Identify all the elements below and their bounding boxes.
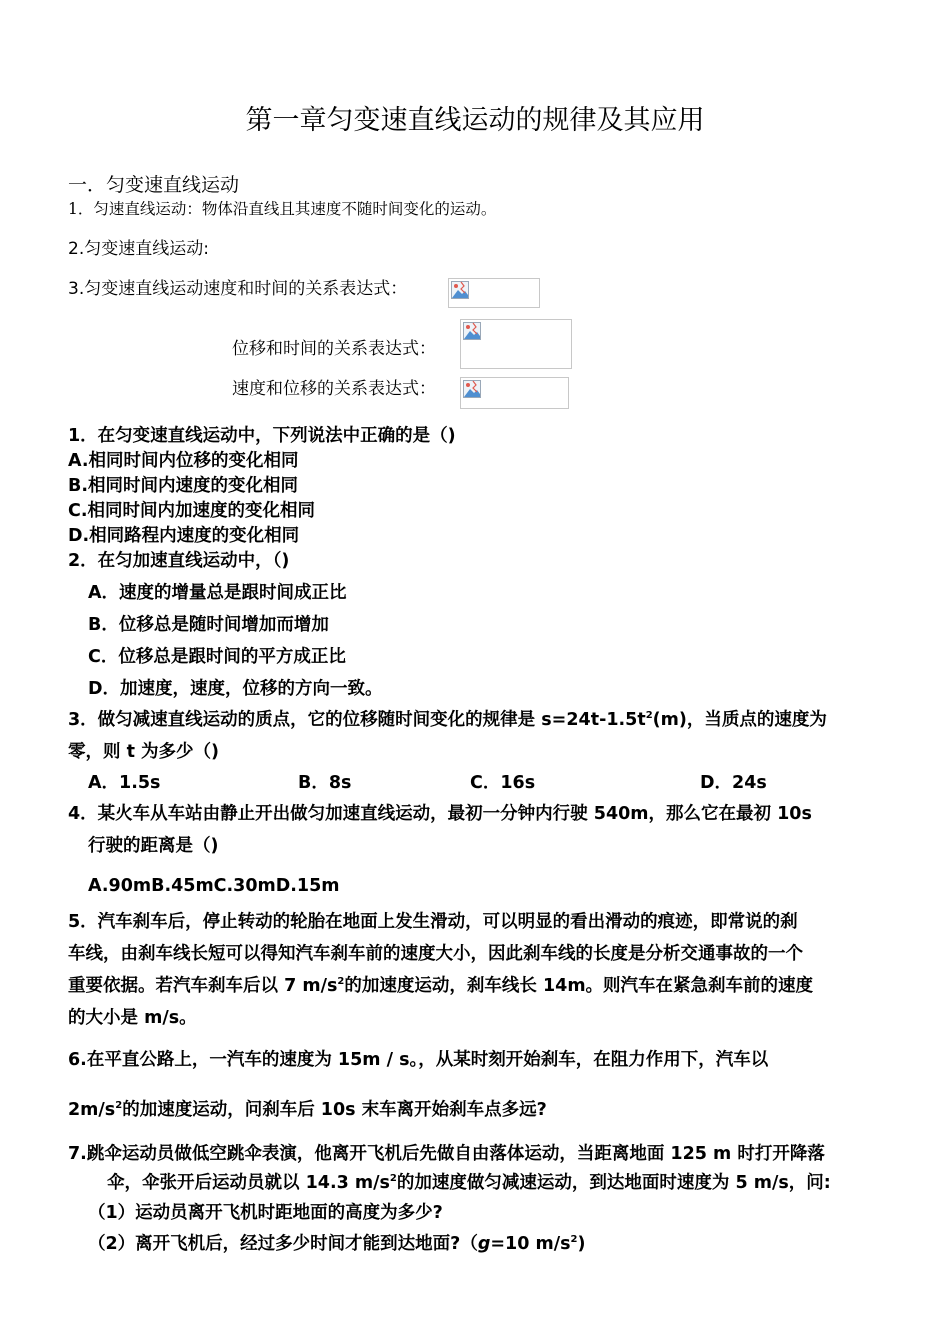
displacement-time-relation-label: 位移和时间的关系表达式： — [232, 339, 436, 359]
question-1-option-b: B.相同时间内速度的变化相同 — [68, 476, 298, 496]
page-title: 第一章匀变速直线运动的规律及其应用 — [245, 105, 705, 136]
formula-image-velocity-time — [448, 278, 540, 308]
question-2-option-b: B．位移总是随时间增加而增加 — [88, 615, 329, 635]
question-4-options: A.90mB.45mC.30mD.15m — [88, 876, 340, 896]
question-3-stem: 3．做匀减速直线运动的质点，它的位移随时间变化的规律是 $s=24t-1.5t^2(m)$，当质点的速度为 — [68, 710, 827, 730]
question-3-option-a: A．1.5s — [88, 773, 161, 793]
velocity-time-relation-label: 3.匀变速直线运动速度和时间的关系表达式： — [68, 279, 408, 299]
formula-image-velocity-displacement — [460, 377, 569, 409]
broken-image-icon — [463, 322, 481, 340]
broken-image-icon — [451, 281, 469, 299]
question-2-option-d: D．加速度，速度，位移的方向一致。 — [88, 679, 383, 699]
question-7-line1: 7.跳伞运动员做低空跳伞表演，他离开飞机后先做自由落体运动，当距离地面 125 m 时打开降落 — [68, 1144, 825, 1164]
question-2-option-a: A．速度的增量总是跟时间成正比 — [88, 583, 347, 603]
question-7-sub1: （1）运动员离开飞机时距地面的高度为多少? — [88, 1203, 443, 1223]
section-heading: 一．匀变速直线运动 — [68, 174, 240, 196]
question-7-line2: 伞，伞张开后运动员就以 14.3 $m/s^2$的加速度做匀减速运动，到达地面时速度为 5 m/s，问: — [107, 1173, 831, 1193]
question-6-line2: $2m/s^2$的加速度运动，问刹车后 10s 末车离开始刹车点多远? — [68, 1100, 547, 1120]
velocity-displacement-relation-label: 速度和位移的关系表达式： — [232, 379, 436, 399]
question-3-option-d: D．24s — [700, 773, 767, 793]
formula-image-displacement-time — [460, 319, 572, 369]
definition-uniform-motion: 1．匀速直线运动：物体沿直线且其速度不随时间变化的运动。 — [68, 200, 497, 218]
question-3-stem-line2: 零，则 t 为多少（) — [68, 742, 220, 762]
question-5-line1: 5．汽车刹车后，停止转动的轮胎在地面上发生滑动，可以明显的看出滑动的痕迹，即常说的刹 — [68, 912, 798, 932]
question-1-option-d: D.相同路程内速度的变化相同 — [68, 526, 300, 546]
question-4-stem: 4．某火车从车站由静止开出做匀加速直线运动，最初一分钟内行驶 540m，那么它在最初 10s — [68, 804, 812, 824]
question-7-sub2: （2）离开飞机后，经过多少时间才能到达地面?（g=10 $m/s^2$) — [88, 1234, 586, 1254]
question-2-stem: 2．在匀加速直线运动中，（) — [68, 551, 290, 571]
question-6-line1: 6.在平直公路上，一汽车的速度为 15m / s。，从某时刻开始刹车，在阻力作用下，汽车以 — [68, 1050, 769, 1070]
question-3-option-b: B．8s — [298, 773, 352, 793]
broken-image-icon — [463, 380, 481, 398]
question-5-line4: 的大小是 m/s。 — [68, 1008, 197, 1028]
question-2-option-c: C．位移总是跟时间的平方成正比 — [88, 647, 346, 667]
question-1-option-c: C.相同时间内加速度的变化相同 — [68, 501, 315, 521]
question-5-line3: 重要依据。若汽车刹车后以 7 $m/s^2$的加速度运动，刹车线长 14m。则汽车在紧急刹车前的速度 — [68, 976, 814, 996]
definition-uniform-acceleration: 2.匀变速直线运动: — [68, 239, 209, 259]
question-5-line2: 车线，由刹车线长短可以得知汽车刹车前的速度大小，因此刹车线的长度是分析交通事故的一个 — [68, 944, 803, 964]
question-1-option-a: A.相同时间内位移的变化相同 — [68, 451, 299, 471]
question-4-stem-line2: 行驶的距离是（) — [88, 836, 219, 856]
question-1-stem: 1．在匀变速直线运动中，下列说法中正确的是（) — [68, 426, 456, 446]
question-3-option-c: C．16s — [470, 773, 536, 793]
